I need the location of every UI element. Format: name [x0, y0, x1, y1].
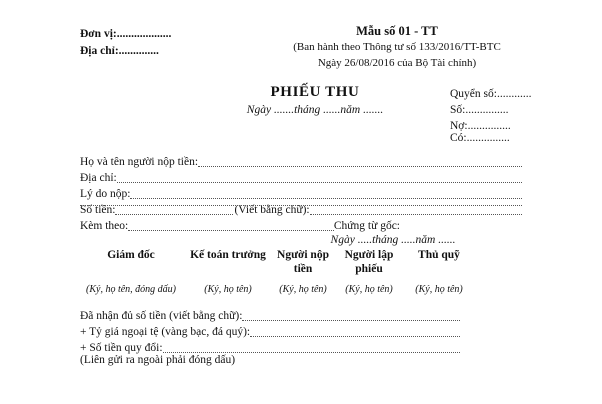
issuing-circular-line-1: (Ban hành theo Thông tư số 133/2016/TT-BTC: [293, 41, 501, 53]
received-amount-row: [80, 306, 460, 322]
debit-account-label: Nợ:...............: [450, 120, 511, 132]
receipt-fields-block: [80, 152, 522, 216]
signature-column-treasurer: [404, 248, 474, 295]
received-amount-label: Đã nhận đủ số tiền (viết bằng chữ):: [80, 310, 243, 322]
signature-title-payer: Người nộp tiền: [277, 249, 329, 275]
issuing-circular-line-2: Ngày 26/08/2016 của Bộ Tài chính): [317, 56, 477, 69]
signature-note-preparer: (Ký, họ tên): [345, 284, 393, 295]
signature-column-preparer: [336, 248, 402, 295]
unit-info-block: [80, 26, 171, 60]
converted-amount-label: + Số tiền quy đổi:: [80, 342, 163, 354]
signature-date-line: Ngày .....tháng .....năm ......: [330, 234, 456, 246]
received-amount-input-line[interactable]: [242, 309, 460, 321]
payer-name-label: Họ và tên người nộp tiền:: [80, 156, 199, 168]
unit-address-label: Địa chỉ:..............: [80, 45, 159, 57]
payment-reason-label: Lý do nộp:: [80, 188, 131, 200]
signature-title-chief-accountant: Kế toán trưởng: [190, 249, 266, 261]
book-number-block: [450, 86, 531, 134]
exchange-rate-label: + Tỷ giá ngoại tệ (vàng bạc, đá quý):: [80, 326, 251, 338]
receipt-number-label: Số:...............: [450, 104, 509, 116]
document-date-line: Ngày .......tháng ......năm .......: [246, 104, 384, 116]
payer-name-input-line[interactable]: [198, 155, 522, 167]
signature-note-chief-accountant: (Ký, họ tên): [204, 284, 252, 295]
payment-reason-input-line[interactable]: [130, 187, 522, 199]
signature-column-chief-accountant: [182, 248, 274, 295]
amount-label: Số tiền:: [80, 204, 116, 216]
payer-name-row: [80, 152, 522, 168]
form-code-block: [252, 22, 542, 71]
attachment-input-line[interactable]: [128, 219, 334, 231]
signature-note-payer: (Ký, họ tên): [279, 284, 327, 295]
amount-in-words-label: (Viết bằng chữ):: [234, 204, 310, 216]
signature-column-director: [80, 248, 182, 295]
payer-address-label: Địa chỉ:: [80, 172, 117, 184]
credit-account-label: Có:...............: [450, 132, 510, 144]
exchange-rate-row: [80, 322, 460, 338]
exchange-rate-input-line[interactable]: [250, 325, 460, 337]
payer-address-input-line[interactable]: [117, 171, 522, 183]
footer-note: (Liên gửi ra ngoài phải đóng dấu): [80, 354, 236, 366]
converted-amount-row: [80, 338, 460, 354]
attachment-row: [80, 216, 400, 232]
signature-column-payer: [272, 248, 334, 295]
form-code: Mẫu số 01 - TT: [356, 24, 438, 38]
payment-reason-row: [80, 184, 522, 200]
converted-amount-input-line[interactable]: [163, 341, 460, 353]
amount-row: [80, 200, 522, 216]
signature-title-director: Giám đốc: [107, 249, 155, 261]
amount-in-words-continuation-line[interactable]: [80, 205, 522, 206]
signature-note-treasurer: (Ký, họ tên): [415, 284, 463, 295]
volume-number-label: Quyển số:............: [450, 88, 532, 100]
attachment-label: Kèm theo:: [80, 220, 129, 232]
payer-address-row: [80, 168, 522, 184]
signature-note-director: (Ký, họ tên, đóng dấu): [86, 284, 176, 295]
footer-block: [80, 306, 460, 370]
signature-title-preparer: Người lập phiếu: [344, 249, 394, 275]
unit-name-label: Đơn vị:...................: [80, 28, 172, 40]
original-documents-label: Chứng từ gốc:: [333, 220, 400, 232]
page-title: PHIẾU THU: [270, 84, 360, 100]
signature-title-treasurer: Thủ quỹ: [418, 249, 460, 261]
